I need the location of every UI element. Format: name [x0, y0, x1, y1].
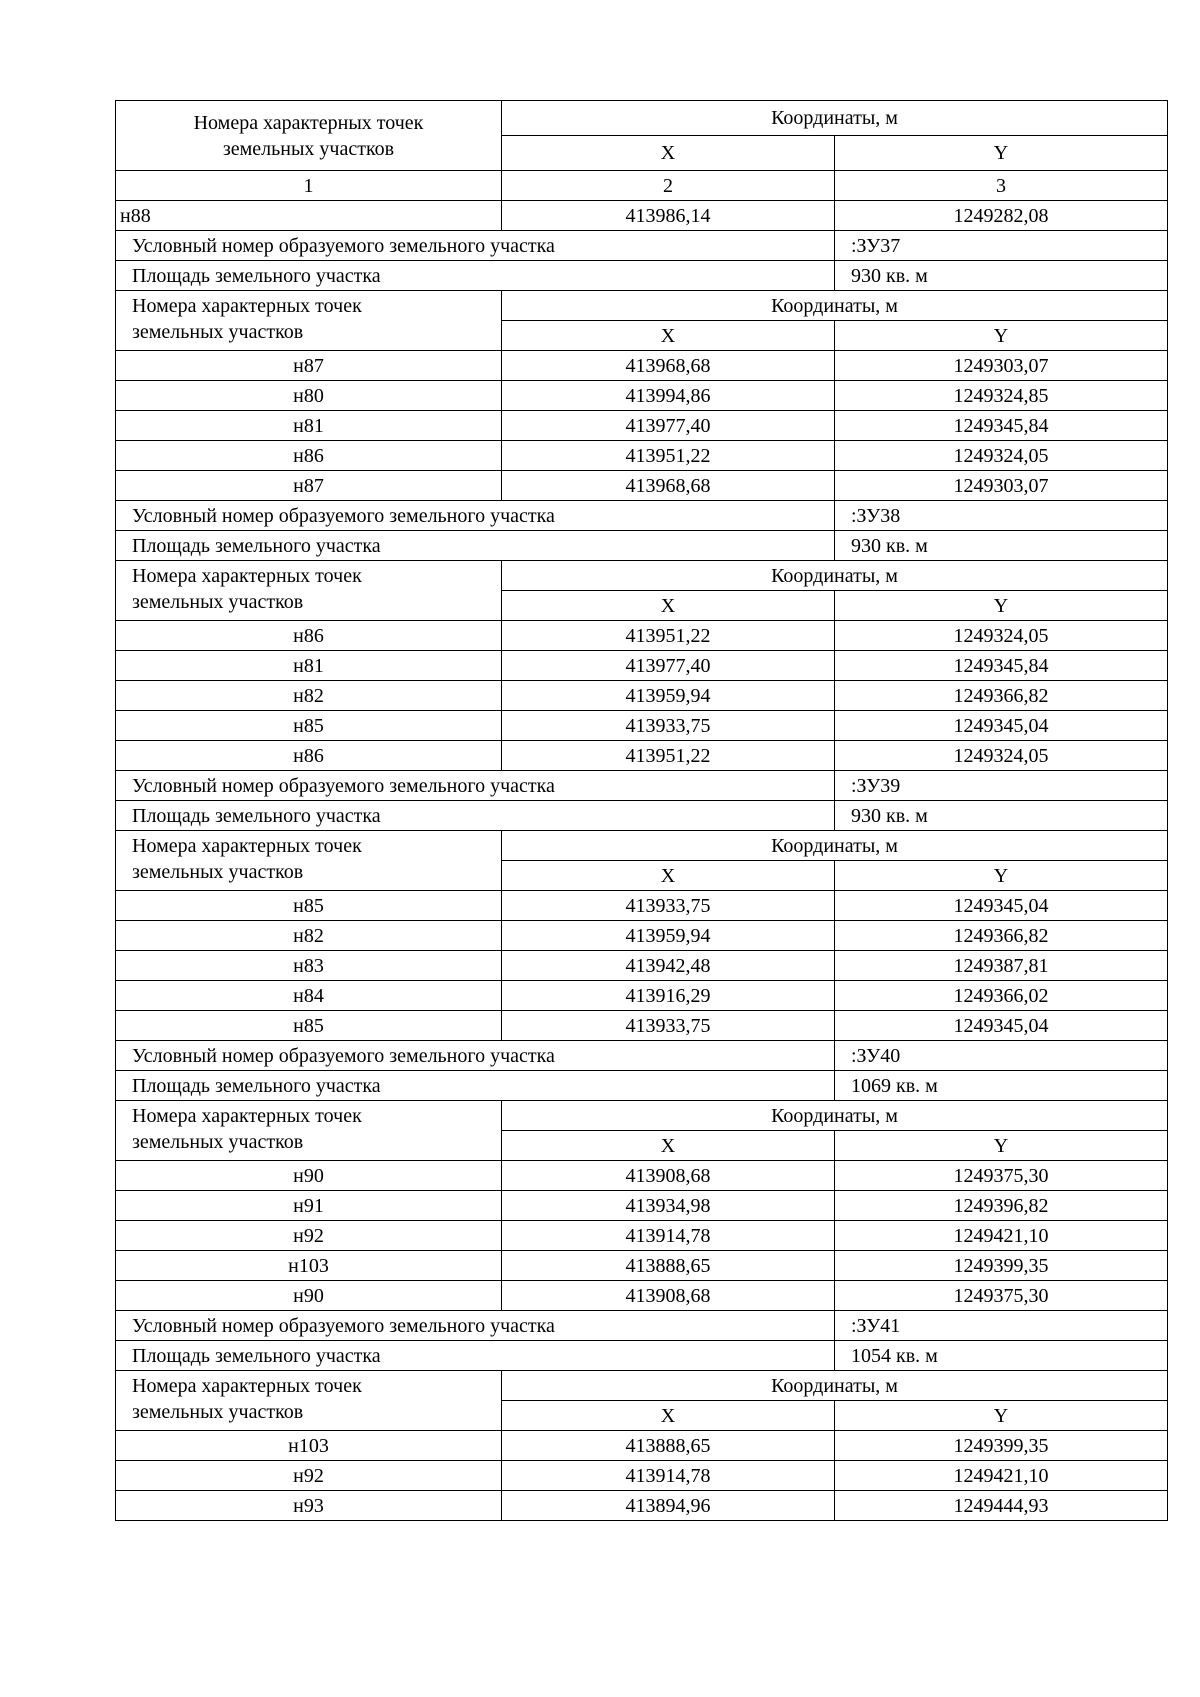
- block-y-header: Y: [835, 321, 1168, 351]
- y-cell: 1249303,07: [835, 351, 1168, 381]
- point-cell: н81: [116, 651, 502, 681]
- point-cell: н86: [116, 621, 502, 651]
- table-row: [116, 951, 1168, 981]
- block-x-header: X: [502, 1131, 835, 1161]
- table-row: [116, 441, 1168, 471]
- table-row: [116, 1221, 1168, 1251]
- x-cell: 413916,29: [502, 981, 835, 1011]
- block-x-header: X: [502, 591, 835, 621]
- table-row: [116, 1161, 1168, 1191]
- table-row: [116, 1191, 1168, 1221]
- block-x-header: X: [502, 861, 835, 891]
- x-cell: 413914,78: [502, 1461, 835, 1491]
- y-cell: 1249345,84: [835, 411, 1168, 441]
- point-cell: н84: [116, 981, 502, 1011]
- parcel-area-value: 930 кв. м: [835, 531, 1168, 561]
- table-row: [116, 381, 1168, 411]
- block-header-row: [116, 831, 1168, 861]
- table-row: [116, 981, 1168, 1011]
- x-cell: 413888,65: [502, 1251, 835, 1281]
- point-cell: н88: [116, 201, 502, 231]
- parcel-number-value: :ЗУ37: [835, 231, 1168, 261]
- parcel-number-value: :ЗУ38: [835, 501, 1168, 531]
- parcel-area-row: [116, 1071, 1168, 1101]
- y-cell: 1249396,82: [835, 1191, 1168, 1221]
- parcel-number-value: :ЗУ41: [835, 1311, 1168, 1341]
- point-cell: н103: [116, 1431, 502, 1461]
- header-row: [116, 101, 1168, 136]
- parcel-number-label: Условный номер образуемого земельного участка: [116, 1041, 835, 1071]
- parcel-area-row: [116, 801, 1168, 831]
- point-cell: н82: [116, 681, 502, 711]
- point-cell: н82: [116, 921, 502, 951]
- point-cell: н103: [116, 1251, 502, 1281]
- y-cell: 1249375,30: [835, 1161, 1168, 1191]
- x-cell: 413951,22: [502, 741, 835, 771]
- x-cell: 413914,78: [502, 1221, 835, 1251]
- point-cell: н92: [116, 1461, 502, 1491]
- parcel-number-row: [116, 771, 1168, 801]
- table-row: [116, 921, 1168, 951]
- column-number-row: [116, 171, 1168, 201]
- block-points-header: Номера характерных точек земельных участков: [116, 831, 502, 891]
- block-coords-header: Координаты, м: [502, 831, 1168, 861]
- x-cell: 413986,14: [502, 201, 835, 231]
- x-cell: 413933,75: [502, 1011, 835, 1041]
- y-cell: 1249399,35: [835, 1251, 1168, 1281]
- point-cell: н86: [116, 741, 502, 771]
- block-x-header: X: [502, 321, 835, 351]
- block-header-row: [116, 561, 1168, 591]
- table-row: [116, 1251, 1168, 1281]
- block-points-header: Номера характерных точек земельных участков: [116, 1101, 502, 1161]
- col-number-1: 1: [116, 171, 502, 201]
- y-cell: 1249303,07: [835, 471, 1168, 501]
- y-cell: 1249366,82: [835, 921, 1168, 951]
- point-cell: н83: [116, 951, 502, 981]
- parcel-number-row: [116, 501, 1168, 531]
- parcel-area-label: Площадь земельного участка: [116, 1341, 835, 1371]
- point-cell: н91: [116, 1191, 502, 1221]
- y-cell: 1249375,30: [835, 1281, 1168, 1311]
- x-cell: 413934,98: [502, 1191, 835, 1221]
- table-row: [116, 1011, 1168, 1041]
- table-row: [116, 711, 1168, 741]
- block-x-header: X: [502, 1401, 835, 1431]
- x-cell: 413951,22: [502, 441, 835, 471]
- parcel-number-row: [116, 1311, 1168, 1341]
- point-cell: н93: [116, 1491, 502, 1521]
- points-header: Номера характерных точек земельных участков: [116, 101, 502, 171]
- y-cell: 1249345,84: [835, 651, 1168, 681]
- parcel-area-value: 1069 кв. м: [835, 1071, 1168, 1101]
- point-cell: н86: [116, 441, 502, 471]
- y-cell: 1249421,10: [835, 1221, 1168, 1251]
- col-number-2: 2: [502, 171, 835, 201]
- coords-header: Координаты, м: [502, 101, 1168, 136]
- x-cell: 413977,40: [502, 651, 835, 681]
- block-y-header: Y: [835, 591, 1168, 621]
- col-number-3: 3: [835, 171, 1168, 201]
- x-cell: 413959,94: [502, 921, 835, 951]
- y-cell: 1249387,81: [835, 951, 1168, 981]
- parcel-number-label: Условный номер образуемого земельного участка: [116, 1311, 835, 1341]
- table-row: [116, 681, 1168, 711]
- parcel-area-row: [116, 261, 1168, 291]
- parcel-area-row: [116, 1341, 1168, 1371]
- point-cell: н85: [116, 711, 502, 741]
- point-cell: н87: [116, 351, 502, 381]
- table-row: [116, 1461, 1168, 1491]
- table-row: [116, 1431, 1168, 1461]
- y-cell: 1249444,93: [835, 1491, 1168, 1521]
- point-cell: н87: [116, 471, 502, 501]
- block-header-row: [116, 1371, 1168, 1401]
- y-cell: 1249366,02: [835, 981, 1168, 1011]
- parcel-number-value: :ЗУ39: [835, 771, 1168, 801]
- y-cell: 1249324,85: [835, 381, 1168, 411]
- point-cell: н85: [116, 891, 502, 921]
- x-cell: 413951,22: [502, 621, 835, 651]
- block-points-header: Номера характерных точек земельных участков: [116, 291, 502, 351]
- table-row: [116, 471, 1168, 501]
- x-cell: 413959,94: [502, 681, 835, 711]
- x-cell: 413994,86: [502, 381, 835, 411]
- parcel-area-row: [116, 531, 1168, 561]
- x-cell: 413977,40: [502, 411, 835, 441]
- parcel-area-value: 1054 кв. м: [835, 1341, 1168, 1371]
- block-header-row: [116, 291, 1168, 321]
- table-row: [116, 651, 1168, 681]
- block-coords-header: Координаты, м: [502, 1371, 1168, 1401]
- parcel-number-value: :ЗУ40: [835, 1041, 1168, 1071]
- y-cell: 1249366,82: [835, 681, 1168, 711]
- block-coords-header: Координаты, м: [502, 561, 1168, 591]
- table-row: [116, 891, 1168, 921]
- block-y-header: Y: [835, 1401, 1168, 1431]
- x-cell: 413894,96: [502, 1491, 835, 1521]
- y-cell: 1249399,35: [835, 1431, 1168, 1461]
- x-cell: 413968,68: [502, 471, 835, 501]
- table-row: [116, 411, 1168, 441]
- parcel-area-value: 930 кв. м: [835, 801, 1168, 831]
- point-cell: н90: [116, 1161, 502, 1191]
- y-cell: 1249324,05: [835, 441, 1168, 471]
- point-cell: н85: [116, 1011, 502, 1041]
- y-cell: 1249421,10: [835, 1461, 1168, 1491]
- parcel-area-value: 930 кв. м: [835, 261, 1168, 291]
- x-cell: 413942,48: [502, 951, 835, 981]
- table-row: [116, 741, 1168, 771]
- block-y-header: Y: [835, 1131, 1168, 1161]
- point-cell: н90: [116, 1281, 502, 1311]
- parcel-number-label: Условный номер образуемого земельного участка: [116, 501, 835, 531]
- x-cell: 413933,75: [502, 891, 835, 921]
- y-cell: 1249345,04: [835, 1011, 1168, 1041]
- parcel-area-label: Площадь земельного участка: [116, 1071, 835, 1101]
- parcel-number-label: Условный номер образуемого земельного участка: [116, 231, 835, 261]
- parcel-area-label: Площадь земельного участка: [116, 801, 835, 831]
- x-cell: 413968,68: [502, 351, 835, 381]
- parcel-number-label: Условный номер образуемого земельного участка: [116, 771, 835, 801]
- x-cell: 413888,65: [502, 1431, 835, 1461]
- coordinates-table: [115, 100, 1168, 1521]
- block-points-header: Номера характерных точек земельных участков: [116, 1371, 502, 1431]
- table-row: [116, 351, 1168, 381]
- point-cell: н81: [116, 411, 502, 441]
- block-coords-header: Координаты, м: [502, 291, 1168, 321]
- y-cell: 1249324,05: [835, 621, 1168, 651]
- y-header: Y: [835, 136, 1168, 171]
- parcel-area-label: Площадь земельного участка: [116, 261, 835, 291]
- block-coords-header: Координаты, м: [502, 1101, 1168, 1131]
- parcel-number-row: [116, 231, 1168, 261]
- table-row: [116, 621, 1168, 651]
- parcel-area-label: Площадь земельного участка: [116, 531, 835, 561]
- block-points-header: Номера характерных точек земельных участков: [116, 561, 502, 621]
- y-cell: 1249282,08: [835, 201, 1168, 231]
- table-body: [116, 101, 1168, 1521]
- x-cell: 413908,68: [502, 1161, 835, 1191]
- x-cell: 413933,75: [502, 711, 835, 741]
- x-header: X: [502, 136, 835, 171]
- x-cell: 413908,68: [502, 1281, 835, 1311]
- table-row: [116, 201, 1168, 231]
- block-header-row: [116, 1101, 1168, 1131]
- point-cell: н92: [116, 1221, 502, 1251]
- y-cell: 1249345,04: [835, 891, 1168, 921]
- block-y-header: Y: [835, 861, 1168, 891]
- y-cell: 1249324,05: [835, 741, 1168, 771]
- y-cell: 1249345,04: [835, 711, 1168, 741]
- parcel-number-row: [116, 1041, 1168, 1071]
- point-cell: н80: [116, 381, 502, 411]
- table-row: [116, 1491, 1168, 1521]
- table-row: [116, 1281, 1168, 1311]
